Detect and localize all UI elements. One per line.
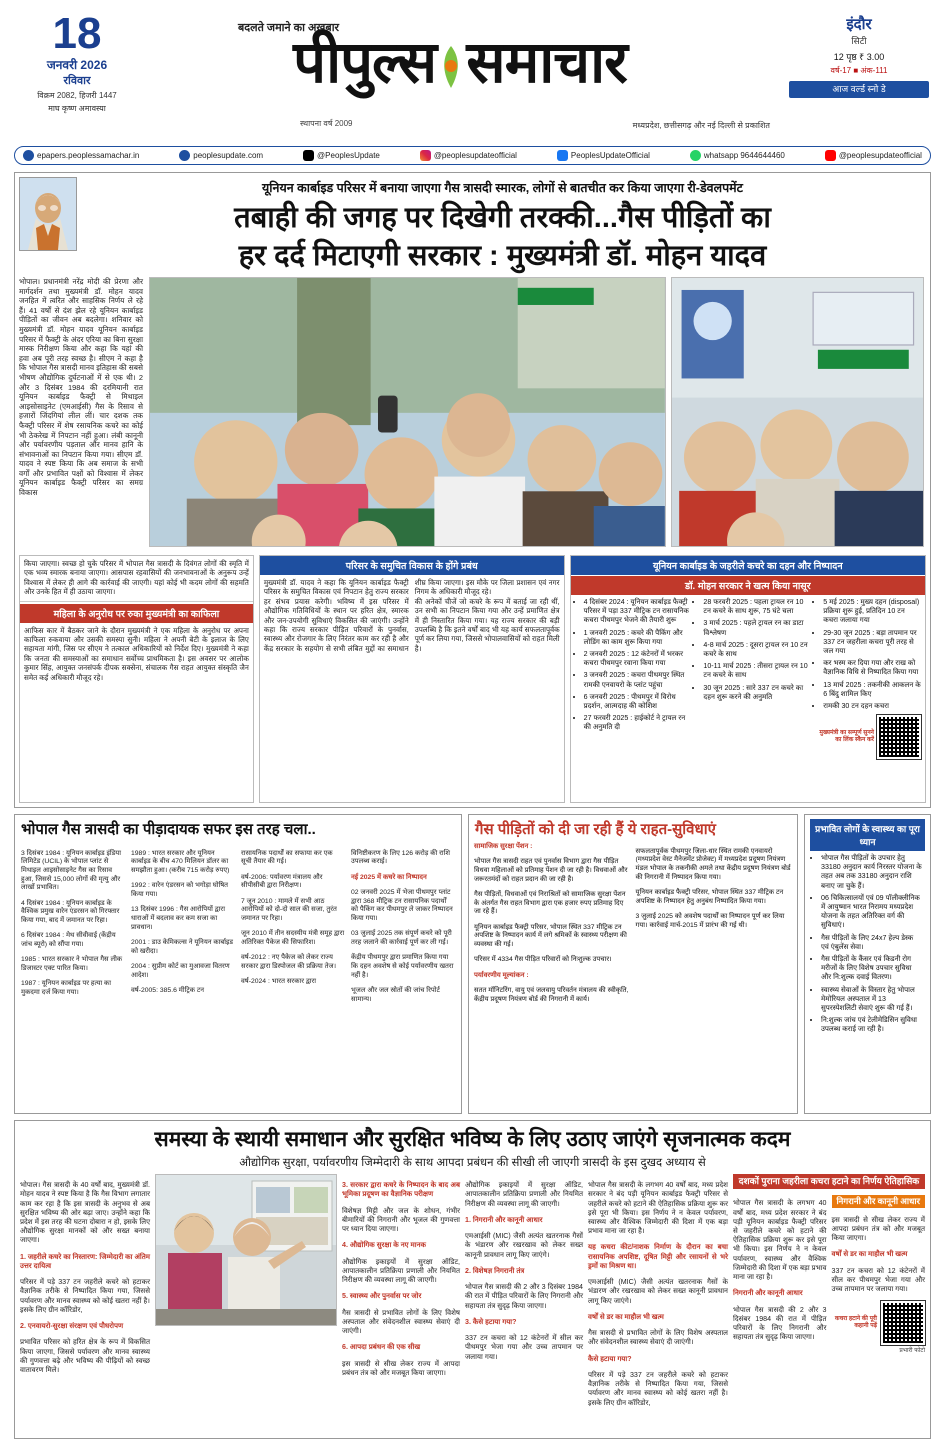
masthead <box>0 0 945 140</box>
lead-photos <box>149 277 924 547</box>
bottom-point-text: गैस त्रासदी से प्रभावित लोगों के लिए विशेष अस्पताल और संवेदनशील स्वास्थ्य सेवाएं दी जाएंगी। <box>342 1308 460 1335</box>
logo-word-1: पीपुल्स <box>293 30 437 95</box>
social-item-facebook[interactable] <box>557 150 650 161</box>
bottom-col5-text: 337 टन कचरा को 12 कंटेनरों में सील कर पीथमपुर भेजा गया और उच्च तापमान पर जलाया गया। <box>831 1266 925 1293</box>
sub-box-2-text-2: की अनेकों चीजें जो कचरे के रूप में बताई जा रही थीं, उन सभी का निपटान किया गया और उन्हें प्रमाणित क्षेत्र में ही निस्तारित किया गया। यह राज्य सरकार की बड़ी उपलब्धि है कि इतने वर्षों बाद भी यह कार्य सफलतापूर्वक पूर्ण कर लिया गया, जिससे भोपालवासियों को राहत मिली है। <box>414 596 560 653</box>
social-label: PeoplesUpdateOfficial <box>570 151 650 160</box>
timeline-item: • 10-11 मार्च 2025 : तीसरा ट्रायल रन 10 टन कचरे के साथ <box>703 662 810 680</box>
x-icon <box>303 150 314 161</box>
tagline: बदलते जमाने का अखबार <box>238 22 340 34</box>
timeline-entry: 13 दिसंबर 1996 : गैस आरोपियों द्वारा धाराओं में बदलाव कर कम सजा का प्रावधान। <box>131 906 225 931</box>
whatsapp-icon <box>690 150 701 161</box>
youtube-icon <box>825 150 836 161</box>
timeline-item: • 29-30 जून 2025 : बड़ा तापमान पर 337 टन जहरीला कचरा पूरी तरह से जल गया <box>823 629 921 657</box>
bottom-photo-cm-briefing <box>155 1174 337 1326</box>
bottom-intro: भोपाल। गैस त्रासदी के 40 वर्षों बाद, मुख्यमंत्री डॉ. मोहन यादव ने स्पष्ट किया है कि गैस विभाग लगातार काम कर रहा है कि इस त्रासदी के अनुभव से अब सुरक्षित भविष्य की ओर बढ़ा जाए। उन्होंने कहा कि प्रदेश में इस तरह की घटना दोबारा न हो, इसके लिए औद्योगिक सुरक्षा मानकों को और सख्त बनाया जाएगा। <box>20 1181 150 1245</box>
bottom-point-text: विशेषज्ञ मिट्टी और जल के शोधन, गंभीर बीमारियों की निगरानी और भूजल की गुणवत्ता पर ध्यान दिया जाएगा। <box>342 1206 460 1233</box>
bottom-point-text: एमआईसी (MIC) जैसी अत्यंत खतरनाक गैसों के भंडारण और रखरखाव को लेकर सख्त कानूनी प्रावधान लागू किए जाएंगे। <box>588 1278 728 1305</box>
social-item-epaper[interactable] <box>23 150 139 161</box>
timeline-panel <box>14 814 462 1114</box>
bottom-col5-text: भोपाल गैस त्रासदी के लगभग 40 वर्षों बाद, मध्य प्रदेश सरकार ने बंद पड़ी यूनियन कार्बाइड फैक्ट्री परिसर से जहरीले कचरे को हटाने की ऐतिहासिक प्रक्रिया शुरू कर इसे पूरा भी किया। इस निर्णय ने न केवल पर्यावरण, स्वास्थ्य और वैश्विक जिम्मेदारी की दिशा में एक बड़ा प्रभाव माना जा रहा है। <box>733 1199 827 1281</box>
health-item: • 06 चिकित्सालयों एवं 09 पॉलीक्लीनिक में आयुष्मान भारत निरामय मध्यप्रदेश योजना के तहत अतिरिक्त वर्ग की सुविधाएं। <box>821 894 922 931</box>
bottom-col4-text: भोपाल गैस त्रासदी के लगभग 40 वर्षों बाद, मध्य प्रदेश सरकार ने बंद पड़ी यूनियन कार्बाइड फैक्ट्री परिसर से जहरीले कचरे को हटाने की ऐतिहासिक प्रक्रिया शुरू कर इसे पूरा भी किया। इस निर्णय ने न केवल पर्यावरण, स्वास्थ्य और वैश्विक जिम्मेदारी की दिशा में एक बड़ा प्रभाव माना जा रहा है। <box>588 1181 728 1236</box>
timeline-entry: 3 दिसंबर 1984 : यूनियन कार्बाइड इंडिया लिमिटेड (UCIL) के भोपाल प्लांट से मिथाइल आइसोसाइनेट गैस का रिसाव हुआ, जिससे 15,000 लोगों की मृत्यु और लाखों प्रभावित। <box>21 849 121 892</box>
pm-portrait-photo <box>19 177 77 251</box>
sub-box-1-head: महिला के अनुरोध पर रुका मुख्यमंत्री का काफिला <box>20 604 253 623</box>
volume-label: वर्ष-17 ■ अंक-111 <box>830 66 888 75</box>
social-item-website[interactable] <box>179 150 263 161</box>
timeline-item: • 30 जून 2025 : सारे 337 टन कचरे का दहन शुरू करने की अनुमति <box>703 684 810 702</box>
social-label: @peoplesupdateofficial <box>838 151 922 160</box>
timeline-entry: 1987 : यूनियन कार्बाइड पर हत्या का मुकदमा दर्ज किया गया। <box>21 980 112 996</box>
bottom-headline: समस्या के स्थायी समाधान और सुरक्षित भविष्य के लिए उठाए जाएंगे सृजनात्मक कदम <box>154 1128 791 1151</box>
bottom-col4-sub: यह कचरा कीट/नाशक निर्माण के दौरान का बचा रासायनिक अपशिष्ट, दूषित मिट्टी और रसायनों से भरे ड्रमों का मिश्रण था। <box>588 1243 728 1270</box>
timeline-entry: 7 जून 2010 : मामले में सभी आठ आरोपियों को दो-दो साल की सजा, तुरंत जमानत पर रिहा। <box>241 897 337 922</box>
social-item-youtube[interactable] <box>825 150 922 161</box>
sub-box-1-text: आफिस कार में बैठकर जाने के दौरान मुख्यमंत्री ने एक महिला के अनुरोध पर अपना काफिला रुकवाया और उसकी समस्या सुनी। महिला ने अपनी बेटी के इलाज के लिए सहायता मांगी, जिस पर सीएम ने तत्काल अधिकारियों को निर्देश दिए। मुख्यमंत्री ने कहा कि जनता की समस्याओं का समाधान सर्वोच्च प्राथमिकता है। इस अवसर पर आलोक कुमार सिंह, आयुक्त जनसंपर्क दीपक सक्सेना, संचालक गैस राहत आयुक्त संस्कृति जैन समेत कई अधिकारी मौजूद रहे। <box>24 625 249 682</box>
edition-block <box>789 14 929 98</box>
timeline-entry: 4 दिसंबर 1984 : यूनियन कार्बाइड के वैश्विक प्रमुख वारेन एंडरसन को गिरफ्तार किया गया, बाद में जमानत पर रिहा। <box>21 899 120 924</box>
sub-box-development <box>259 555 565 803</box>
bottom-story <box>14 1120 931 1439</box>
bottom-point-head: 6. आपदा प्रबंधन की एक सीख <box>342 1343 421 1352</box>
timeline-entry: वर्ष-2006: पर्यावरण मंत्रालय और सीपीसीबी द्वारा निरीक्षण। <box>241 873 323 890</box>
qr-code[interactable] <box>877 715 921 759</box>
timeline-item: • 3 मार्च 2025 : पहले ट्रायल रन का डाटा विश्लेषण <box>703 619 810 637</box>
date-tithi: माघ कृष्ण अमावस्या <box>48 104 106 113</box>
bottom-col5-text: भोपाल गैस त्रासदी की 2 और 3 दिसंबर 1984 की रात में पीड़ित परिवारों के लिए निगरानी और सहायता तंत्र सुदृढ़ किया जाएगा। <box>733 1305 827 1342</box>
health-head: प्रभावित लोगों के स्वास्थ्य का पूरा ध्यान <box>810 819 925 851</box>
timeline-entry: 1985 : भारत सरकार ने भोपाल गैस लीक डिजास्टर एक्ट पारित किया। <box>21 956 123 972</box>
sub-box-2-head: परिसर के समुचित विकास के होंगे प्रबंध <box>260 556 564 575</box>
bottom-subhead: औद्योगिक सुरक्षा, पर्यावरणीय जिम्मेदारी के साथ आपदा प्रबंधन की सीखी ली जाएगी त्रासदी के इस दुखद अध्याय से <box>239 1157 706 1169</box>
relief-text: परिसर में 4334 गैस पीड़ित परिवारों को निःशुल्क उपचार। <box>474 956 612 964</box>
timeline-item: • 2 जनवरी 2025 : 12 कंटेनरों में भरकर कचरा पीथमपुर रवाना किया गया <box>584 650 691 668</box>
waste-timeline-col-2 <box>694 598 810 759</box>
bottom-point-text: औद्योगिक इकाइयों में सुरक्षा ऑडिट, आपातकालीन प्रतिक्रिया प्रणाली और नियमित निरीक्षण की व्यवस्था लागू की जाएगी। <box>465 1181 583 1208</box>
timeline-item: • 6 जनवरी 2025 : पीथमपुर में विरोध प्रदर्शन, आत्मदाह की कोशिश <box>584 693 691 711</box>
social-label: @peoplesupdateofficial <box>433 151 517 160</box>
timeline-entry: 1992 : वारेन एंडरसन को भगोड़ा घोषित किया गया। <box>131 882 229 898</box>
timeline-item: • 3 जनवरी 2025 : कचरा पीथमपुर स्थित रामकी एनवायरो के प्लांट पहुंचा <box>584 671 691 689</box>
date-weekday: रविवार <box>63 75 91 87</box>
bottom-point-head: 1. जहरीले कचरे का निस्तारण: जिम्मेदारी का अंतिम उत्तर दायित्व <box>20 1252 150 1270</box>
date-vikram: विक्रम 2082, हिजरी 1447 <box>37 91 117 100</box>
lead-left-text: भोपाल। प्रधानमंत्री नरेंद्र मोदी की प्रेरणा और मार्गदर्शन तथा मुख्यमंत्री डॉ. मोहन यादव जनहित में त्वरित और साहसिक निर्णय ले रहे हैं। 41 वर्षों से दंश झेल रहे यूनियन कार्बाइड पीड़ितों का जीवन अब बदलेगा। शनिवार को मुख्यमंत्री डॉ. मोहन यादव यूनियन कार्बाइड परिसर में फैक्ट्री के अंदर एरिया का बिना सुरक्षा मास्क निरीक्षण किया और कहा कि यहां की हवा अब पूरी तरह स्वच्छ है। सीएम ने कहा है कि भोपाल गैस त्रासदी मानव इतिहास की सबसे भीषण औद्योगिक दुर्घटनाओं में से एक थी। 2 और 3 दिसंबर 1984 की दरमियानी रात यूनियन कार्बाइड फैक्ट्री से मिथाइल आइसोसाइनेट (एमआईसी) गैस के रिसाव से हजारों जिंदगियां लील लीं। चार दशक तक फैक्ट्री परिसर में शेष रसायनिक कचरे का कोई भी ठेकरेख में निपटान नहीं हुआ। लंबी कानूनी और पर्यावरणीय पड़ताल और मानव हानि के संभावनाओं का निपटान किया गया। सीएम डॉ. यादव ने स्पष्ट किया कि अब समाज के सभी वर्गों और प्रभावित पक्षों को विश्वास में लेकर यूनियन कार्बाइड फैक्ट्री परिसर का समग्र विकास <box>19 277 143 498</box>
relief-text: सतत मॉनिटरिंग, वायु एवं जलवायु परिवर्तन मंत्रालय की स्वीकृति, केंद्रीय प्रदूषण नियंत्रण बोर्ड की निगरानी में कार्य। <box>474 986 629 1003</box>
social-label: @PeoplesUpdate <box>317 151 380 160</box>
bottom-col5-head: दशकों पुराना जहरीला कचरा हटाने का निर्णय ऐतिहासिक <box>733 1174 925 1189</box>
timeline-entry: 2004 : सुप्रीम कोर्ट का मुआवजा वितरण आदेश। <box>131 962 230 979</box>
bottom-col5-text: इस त्रासदी से सीख लेकर राज्य में आपदा प्रबंधन तंत्र को और मजबूत किया जाएगा। <box>831 1215 925 1242</box>
sub-box-waste-timeline <box>570 555 926 803</box>
bottom-point-head: 4. औद्योगिक सुरक्षा के नए मानक <box>342 1241 427 1250</box>
waste-timeline-col-3 <box>814 598 921 711</box>
bottom-point-head: 3. सरकार द्वारा कचरे के निष्पादन के बाद अब भूमिका प्रदूषण का वैज्ञानिक परीक्षण <box>342 1181 460 1199</box>
timeline-item: • 4-8 मार्च 2025 : दूसरा ट्रायल रन 10 टन कचरे के साथ <box>703 641 810 659</box>
timeline-entry: विनिष्टीकरण के लिए 126 करोड़ की राशि उपलब्ध कराई। <box>351 849 451 866</box>
timeline-entry: भूजल और जल स्रोतों की जांच रिपोर्ट सामान्य। <box>351 986 440 1003</box>
timeline-entry: 03 जुलाई 2025 तक संपूर्ण कचरे को पूरी तरह जलाने की कार्रवाई पूर्ण कर ली गई। <box>351 930 452 946</box>
bottom-point-text: प्रभावित परिसर को हरित क्षेत्र के रूप में विकसित किया जाएगा, जिससे पर्यावरण और मानव स्वास्थ्य की गुणवत्ता बढ़े और भविष्य की पीढ़ियों को स्वच्छ वातावरण मिले। <box>20 1338 150 1374</box>
photo-credit: प्रभारी फोटो <box>899 1348 925 1355</box>
relief-col-1 <box>474 841 631 1011</box>
lead-col2-text: किया जाएगा। स्वच्छ हो चुके परिसर में भोपाल गैस त्रासदी के दिवंगत लोगों की स्मृति में एक भव्य स्मारक बनाया जाएगा। आसपास रहवासियों की जनभावनाओं के अनुरूप उन्हें विश्वास में लेकर ही आगे की कार्रवाई की जाएगी। यहां कोई भी कदम लोगों की सहमति और उनके हित में ही उठाया जाएगा। <box>20 556 253 602</box>
sub-box-woman-request <box>19 555 254 803</box>
date-day: 18 <box>52 9 102 58</box>
social-item-x[interactable] <box>303 150 380 161</box>
lead-photo-public-meeting <box>671 277 924 547</box>
timeline-item: • रामकी 30 टन दहन कचरा <box>823 702 921 711</box>
bottom-point-head: 2. एनवायरो-सुरक्षा संरक्षण एवं पौधरोपण <box>20 1322 124 1331</box>
health-item: • गैस पीड़ितों के लिए 24x7 हेल्प डेस्क एवं एंबुलेंस सेवा। <box>821 934 922 952</box>
since-label: स्थापना वर्ष 2009 <box>300 119 353 128</box>
relief-title: गैस पीड़ितों को दी जा रही हैं ये राहत-सुविधाएं <box>475 821 716 838</box>
bottom-col5-sub: वर्षों से डर का माहौल भी खत्म <box>831 1250 908 1259</box>
sub-box-2-text-1: मुख्यमंत्री डॉ. यादव ने कहा कि यूनियन कार्बाइड फैक्ट्री परिसर के समुचित विकास एवं निपटान हेतु राज्य सरकार हर संभव प्रयास करेगी। भविष्य में इस परिसर में औद्योगिक गतिविधियों के स्थान पर हरित क्षेत्र, स्मारक और जन-उपयोगी सुविधाएं विकसित की जाएंगी। उन्होंने कहा कि राज्य सरकार पीड़ित परिवारों के पुनर्वास, स्वास्थ्य और रोजगार के लिए निरंतर काम कर रही है और केंद्र सरकार के सहयोग से सभी लंबित मुद्दों का समाधान शीघ्र किया जाएगा। इस मौके पर जिला प्रशासन एवं नगर निगम के अधिकारी मौजूद रहे। <box>263 578 560 653</box>
relief-text: यूनियन कार्बाइड फैक्ट्री परिसर, भोपाल स्थित 337 मीट्रिक टन अपशिष्ट के निष्पादन कार्य में लगे श्रमिकों के स्वास्थ्य परीक्षण की व्यवस्था की गई। <box>474 923 627 948</box>
timeline-title: भोपाल गैस त्रासदी का पीड़ादायक सफर इस तरह चला.. <box>21 821 316 838</box>
timeline-item: • 5 मई 2025 : मुख्य दहन (disposal) प्रक्रिया शुरू हुई, प्रतिदिन 10 टन कचरा जलाया गया <box>823 598 921 626</box>
relief-text: सफलतापूर्वक पीथमपुर जिला-धार स्थित रामकी एनवायरो (मध्यप्रदेश वेस्ट मैनेजमेंट प्रोजेक्ट) में मध्यप्रदेश प्रदूषण नियंत्रण मंडल भोपाल के तकनीकी अमले तथा केंद्रीय प्रदूषण नियंत्रण बोर्ड की निगरानी में निष्पादन किया गया। <box>635 847 791 881</box>
mid-band <box>14 814 931 1114</box>
health-item: • गैस पीड़ितों के कैंसर एवं किडनी रोग मरीजों के लिए विशेष उपचार सुविधा और नि:शुल्क दवाई वितरण। <box>821 955 922 983</box>
headline-line-1: तबाही की जगह पर दिखेगी तरक्की...गैस पीड़ितों का <box>234 202 771 234</box>
relief-heading: पर्यावरणीय मूल्यांकन : <box>474 971 529 979</box>
instagram-icon <box>420 150 431 161</box>
bottom-point-text: परिसर में पड़े 337 टन जहरीले कचरे को हटाकर वैज्ञानिक तरीके से निष्पादित किया गया, जिससे पर्यावरण और मानव स्वास्थ्य को कोई खतरा नहीं है। इसके लिए ग्रीन कॉरिडोर, <box>20 1278 150 1314</box>
lead-headline <box>81 199 924 275</box>
timeline-entry: जून 2010 में तीन सदस्यीय मंत्री समूह द्वारा अतिरिक्त पैकेज की सिफारिश। <box>241 930 345 946</box>
bottom-point-text: गैस त्रासदी से प्रभावित लोगों के लिए विशेष अस्पताल और संवेदनशील स्वास्थ्य सेवाएं दी जाएंगी। <box>588 1329 728 1347</box>
today-badge: आज वर्ल्ड स्नो डे <box>789 81 929 98</box>
bottom-point-text: 337 टन कचरा को 12 कंटेनरों में सील कर पीथमपुर भेजा गया और उच्च तापमान पर जलाया गया। <box>465 1334 583 1361</box>
lead-kicker: यूनियन कार्बाइड परिसर में बनाया जाएगा गैस त्रासदी स्मारक, लोगों से बातचीत कर किया जाएगा री-डेवलपमेंट <box>262 181 743 195</box>
relief-text: 3 जुलाई 2025 को अवशेष पदार्थों का निष्पादन पूर्ण कर लिया गया। कार्रवाई मार्च-2015 में प्रारंभ की गई थी। <box>635 912 785 929</box>
bottom-point-text: औद्योगिक इकाइयों में सुरक्षा ऑडिट, आपातकालीन प्रतिक्रिया प्रणाली और नियमित निरीक्षण की व्यवस्था लागू की जाएगी। <box>342 1257 460 1284</box>
timeline-entry: वर्ष-2024 : भारत सरकार द्वारा <box>241 978 317 986</box>
timeline-item: • 27 फरवरी 2025 : हाईकोर्ट ने ट्रायल रन की अनुमति दी <box>584 714 691 732</box>
timeline-entry: 02 जनवरी 2025 में भेजा पीथमपुर प्लांट द्वारा 368 मीट्रिक टन रासायनिक पदार्थों को पैकिंग कर पीथमपुर ले जाकर निष्पादन किया गया। <box>351 889 453 922</box>
relief-text: गैस पीड़ितों, विधवाओं एवं निराश्रितों को सामाजिक सुरक्षा पेंशन के अंतर्गत गैस राहत विभाग द्वारा एक हजार रुपए प्रतिमाह दिए जा रहे हैं। <box>474 890 626 916</box>
bottom-point-text: परिसर में पड़े 337 टन जहरीले कचरे को हटाकर वैज्ञानिक तरीके से निष्पादित किया गया, जिससे पर्यावरण और मानव स्वास्थ्य को कोई खतरा नहीं है। इसके लिए ग्रीन कॉरिडोर, <box>588 1370 728 1407</box>
timeline-entry: नई 2025 में कचरे का निष्पादन <box>351 873 427 881</box>
social-label: whatsapp 9644644460 <box>703 151 785 160</box>
sub-box-2-body <box>260 575 564 656</box>
health-list <box>805 854 930 1035</box>
headline-line-2: हर दर्द मिटाएगी सरकार : मुख्यमंत्री डॉ. मोहन यादव <box>238 240 767 272</box>
timeline-item: • 28 फरवरी 2025 : पहला ट्रायल रन 10 टन कचरे के साथ शुरू, 75 घंटे चला <box>703 598 810 616</box>
logo-word-2: समाचार <box>466 30 627 95</box>
relief-text: यूनियन कार्बाइड फैक्ट्री परिसर, भोपाल स्थित 337 मीट्रिक टन अपशिष्ट के निष्पादन हेतु अनुबंध निष्पादित किया गया। <box>635 888 784 905</box>
social-bar <box>14 146 931 165</box>
timeline-col-3 <box>241 843 345 1011</box>
qr-code[interactable] <box>881 1301 925 1345</box>
bottom-col-4 <box>588 1174 728 1424</box>
timeline-col-4 <box>351 843 455 1011</box>
timeline-entry: केंद्रीय पीथमपुर द्वारा प्रमाणित किया गया कि दहन अवशेष से कोई पर्यावरणीय खतरा नहीं है। <box>351 954 454 979</box>
timeline-item: • 13 मार्च 2025 : तकनीकी आकलन के 6 बिंदु शामिल किए <box>823 681 921 699</box>
facebook-icon <box>557 150 568 161</box>
timeline-col-2 <box>131 843 235 1011</box>
edition-city-sub: सिटी <box>851 36 867 46</box>
bottom-col4-sub: कैसे हटाया गया? <box>588 1354 632 1363</box>
globe-icon <box>179 150 190 161</box>
bottom-col5-orange-head: निगरानी और कानूनी आधार <box>832 1195 926 1208</box>
bottom-point-head: 1. निगरानी और कानूनी आधार <box>465 1215 543 1224</box>
social-label: epapers.peoplessamachar.in <box>37 151 140 160</box>
timeline-item: • 4 दिसंबर 2024 : यूनियन कार्बाइड फैक्ट्री परिसर में पड़ा 337 मीट्रिक टन रासायनिक कचरा पीथमपुर भेजने की तैयारी शुरू <box>584 598 691 626</box>
bottom-col-1 <box>20 1174 150 1424</box>
timeline-item: • कर भस्म कर दिया गया और राख को वैज्ञानिक विधि से निष्पादित किया गया <box>823 659 921 677</box>
lead-photo-cm-crowd <box>149 277 666 547</box>
edition-city: इंदौर <box>846 16 872 33</box>
timeline-col-1 <box>21 843 125 1011</box>
sub-box-3-head-1: यूनियन कार्बाइड के जहरीले कचरे का दहन और निष्पादन <box>571 556 925 575</box>
waste-timeline-col-1 <box>575 598 691 759</box>
bottom-col4-sub: वर्षों से डर का माहौल भी खत्म <box>588 1312 664 1321</box>
qr-caption: मुख्यमंत्री का सम्पूर्ण सुनने का लिंक स्कैन करें <box>819 729 875 744</box>
bottom-point-text: भोपाल गैस त्रासदी की 2 और 3 दिसंबर 1984 की रात में पीड़ित परिवारों के लिए निगरानी और सहायता तंत्र सुदृढ़ किया जाएगा। <box>465 1283 583 1310</box>
health-item: • स्वास्थ्य सेवाओं के विस्तार हेतु भोपाल मेमोरियल अस्पताल में 13 सुपरस्पेशलिटी सेवाएं शुरू की गई हैं। <box>821 986 922 1014</box>
bottom-col-3 <box>465 1174 583 1424</box>
globe-icon <box>23 150 34 161</box>
social-item-whatsapp[interactable] <box>690 150 785 161</box>
health-panel <box>804 814 931 1114</box>
bottom-col-5 <box>733 1174 925 1424</box>
date-block <box>22 9 132 114</box>
relief-panel <box>468 814 798 1114</box>
timeline-entry: वर्ष-2012 : नए पैकेज को लेकर राज्य सरकार द्वारा डिस्पोजल की प्रक्रिया तेज। <box>241 954 337 970</box>
bottom-point-head: 5. स्वास्थ्य और पुनर्वास पर जोर <box>342 1292 422 1301</box>
timeline-entry: 1989 : भारत सरकार और यूनियन कार्बाइड के बीच 470 मिलियन डॉलर का समझौता हुआ। (करीब 715 करोड़ रुपए) <box>131 849 230 874</box>
bottom-point-text: इस त्रासदी से सीख लेकर राज्य में आपदा प्रबंधन तंत्र को और मजबूत किया जाएगा। <box>342 1359 460 1377</box>
timeline-entry: 2001 : डाउ केमिकल्स ने यूनियन कार्बाइड को खरीदा। <box>131 938 234 955</box>
lead-sub-boxes <box>19 555 926 803</box>
timeline-entry: वर्ष-2005: 385.6 मीट्रिक टन <box>131 986 205 994</box>
relief-heading: सामाजिक सुरक्षा पेंशन : <box>474 843 533 850</box>
lead-story <box>14 172 931 808</box>
leaf-logo-icon <box>437 44 465 90</box>
bottom-point-head: 3. कैसे हटाया गया? <box>465 1317 517 1326</box>
bottom-point-head: 2. विशेषज्ञ निगरानी तंत्र <box>465 1266 525 1275</box>
relief-text: भोपाल गैस त्रासदी राहत एवं पुनर्वास विभाग द्वारा गैस पीड़ित विधवा महिलाओं को प्रतिमाह पेंशन दी जा रही है। विधवाओं और जरूरतमंदों को राहत प्रदान की जा रही है। <box>474 858 628 883</box>
bottom-qr-caption: कचरा हटाने की पूरी कहानी पढ़ें <box>834 1315 877 1330</box>
timeline-item: • 1 जनवरी 2025 : कचरे की पैकिंग और लोडिंग का काम शुरू किया गया <box>584 629 691 647</box>
timeline-columns <box>15 841 461 1017</box>
bottom-point-text: एमआईसी (MIC) जैसी अत्यंत खतरनाक गैसों के भंडारण और रखरखाव को लेकर सख्त कानूनी प्रावधान लागू किए जाएंगे। <box>465 1232 583 1259</box>
bottom-columns <box>15 1174 930 1429</box>
relief-col-2 <box>636 841 793 1011</box>
timeline-entry: 6 दिसंबर 1984 : मेथ सीवीवाई (केंद्रीय जांच ब्यूरो) को सौंपा गया। <box>21 932 116 948</box>
price-label: 12 पृष्ठ ₹ 3.00 <box>833 52 885 62</box>
bottom-col5-sub: निगरानी और कानूनी आधार <box>733 1289 803 1298</box>
social-label: peoplesupdate.com <box>193 151 264 160</box>
health-item: • नि:शुल्क जांच एवं टेलीमेडिसिन सुविधा उपलब्ध कराई जा रही है। <box>821 1016 922 1034</box>
publication-note: मध्यप्रदेश, छत्तीसगढ़ और नई दिल्ली से प्रकाशित <box>632 121 770 130</box>
health-item: • भोपाल गैस पीड़ितों के उपचार हेतु 33180 अनुदान कार्य निरस्तर योजना के तहत अब तक 33180 अनुदान राशि बनाए जा चुके हैं। <box>821 854 922 891</box>
date-month-year: जनवरी 2026 <box>46 58 108 72</box>
social-item-instagram[interactable] <box>420 150 517 161</box>
timeline-entry: रासायनिक पदार्थों का सफाया कर एक सूची तैयार की गई। <box>241 849 333 866</box>
sub-box-3-head-2: डॉ. मोहन सरकार ने खत्म किया नासूर <box>571 576 925 595</box>
bottom-col-2 <box>342 1174 460 1424</box>
